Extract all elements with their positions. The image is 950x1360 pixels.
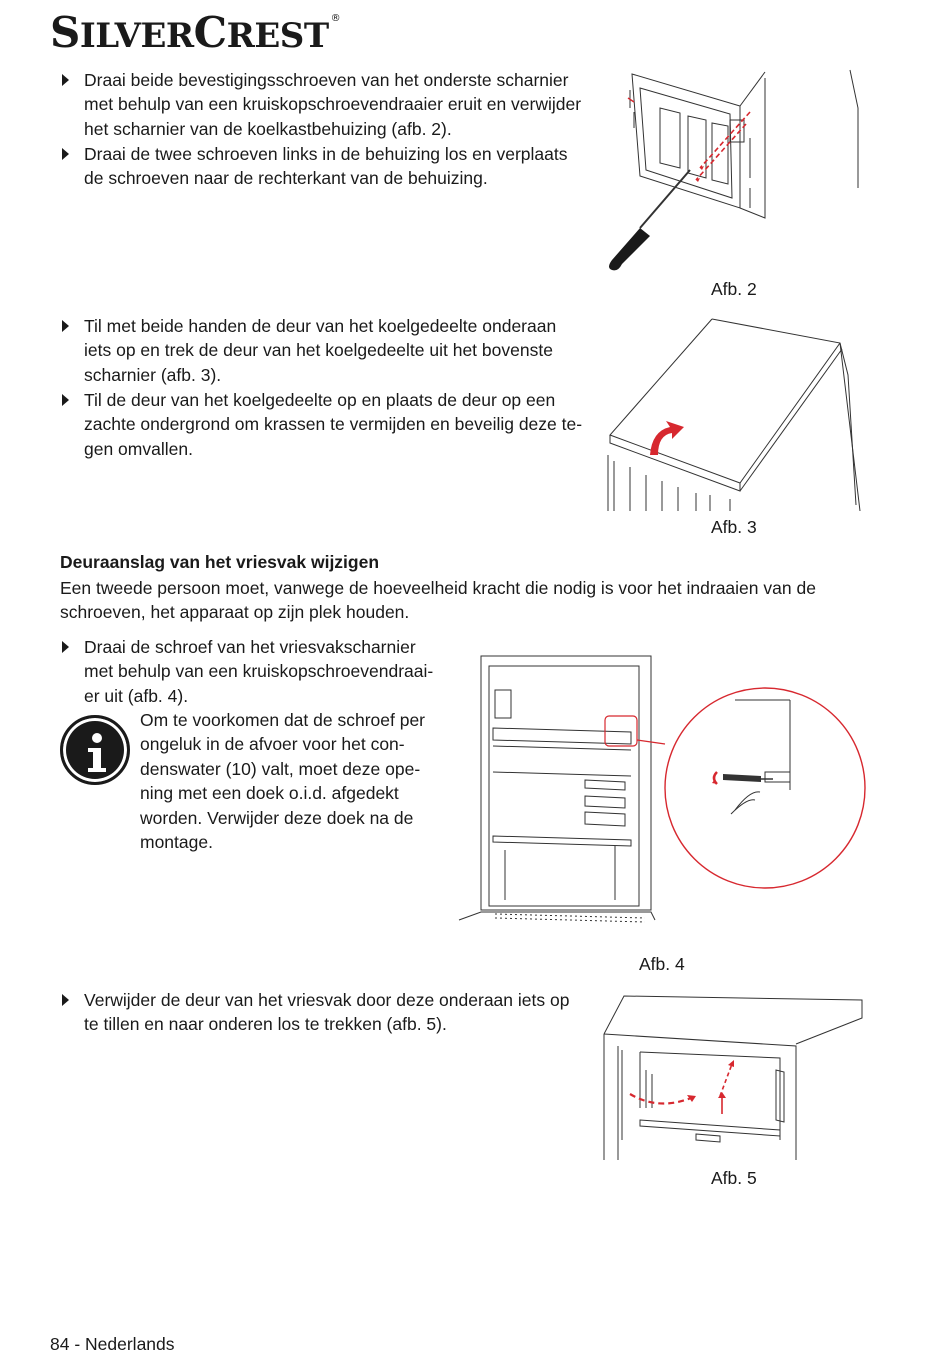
info-icon [60, 715, 130, 785]
triangle-right-icon [62, 994, 69, 1006]
list-item: Draai de twee schroeven links in de behuizing los en verplaats de schroeven naar de rechterkant van de behuizing. [62, 142, 602, 194]
triangle-right-icon [62, 320, 69, 332]
section-heading: Deuraanslag van het vriesvak wijzigen [60, 552, 380, 572]
list-item: Draai beide bevestigingsschroeven van het onderste scharnier met behulp van een kruiskopschroevendraaier eruit en verwijder het scharnier van de koelkastbehuizing (afb. 2). [62, 68, 602, 148]
triangle-right-icon [62, 641, 69, 653]
figure-caption: Afb. 4 [639, 954, 685, 974]
figure-afb-5 [600, 990, 870, 1165]
triangle-right-icon [62, 394, 69, 406]
list-item: Verwijder de deur van het vriesvak door deze onderaan iets op te tillen en naar onderen los te trekken (afb. 5). [62, 988, 602, 1040]
triangle-right-icon [62, 74, 69, 86]
paragraph: Een tweede persoon moet, vanwege de hoeveelheid kracht die nodig is voor het indraaien van de schroeven, het apparaat op zijn plek houden. [60, 578, 816, 623]
figure-afb-4 [455, 650, 870, 940]
figure-caption: Afb. 5 [711, 1168, 757, 1188]
page-number: 84 - Nederlands [50, 1334, 175, 1354]
figure-afb-3 [600, 315, 870, 515]
list-item: Til de deur van het koelgedeelte op en plaats de deur op een zachte ondergrond om krassen te vermijden en beveilig deze te- gen omvallen. [62, 388, 602, 468]
list-item: Draai de schroef van het vriesvakscharnier met behulp van een kruiskopschroevendraai- er uit (afb. 4). [62, 635, 462, 711]
info-note: Om te voorkomen dat de schroef per ongeluk in de afvoer voor het con- denswater (10) valt, moet deze ope- ning met een doek o.i.d. afgedekt worden. Verwijder deze doek na de montage. [140, 710, 425, 853]
triangle-right-icon [62, 148, 69, 160]
figure-caption: Afb. 2 [711, 279, 757, 299]
brand-logo: SILVERCREST ® [50, 8, 341, 57]
figure-afb-2 [600, 68, 870, 278]
figure-caption: Afb. 3 [711, 517, 757, 537]
list-item: Til met beide handen de deur van het koelgedeelte onderaan iets op en trek de deur van het koelgedeelte uit het bovenste scharnier (afb. 3). [62, 314, 602, 394]
